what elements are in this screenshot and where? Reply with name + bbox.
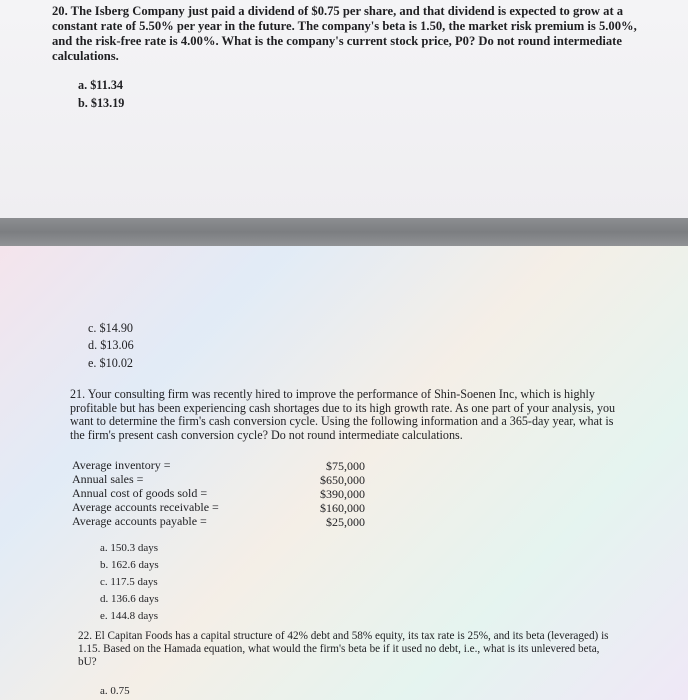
q20-option-e: e. $10.02 (88, 356, 134, 370)
data-label-cogs: Annual cost of goods sold = (72, 486, 208, 500)
question-21-text: 21. Your consulting firm was recently hired to improve the performance of Shin-Soenen Inc, which is highly profitable but has been experiencing cash shortages due to its high growth rate. As one part of your analysis, you want to determine the firm's cash conversion cycle. Using the following information and a 365-day year, what is the firm's present cash conversion cycle? Do not round intermediate calculations. (70, 387, 616, 442)
q21-option-c: c. 117.5 days (100, 576, 158, 588)
q21-option-a: a. 150.3 days (100, 542, 159, 554)
q20-option-b: b. $13.19 (78, 96, 125, 110)
data-value-sales: $650,000 (320, 473, 365, 487)
q21-option-b: b. 162.6 days (100, 559, 159, 571)
q20-option-a: a. $11.34 (78, 78, 124, 92)
data-label-inventory: Average inventory = (72, 458, 171, 472)
q21-option-e: e. 144.8 days (100, 610, 159, 622)
data-label-sales: Annual sales = (72, 472, 144, 486)
data-label-payable: Average accounts payable = (72, 514, 207, 528)
q20-option-c: c. $14.90 (88, 321, 134, 335)
question-20-text: 20. The Isberg Company just paid a dividend of $0.75 per share, and that dividend is expected to grow at a constant rate of 5.50% per year in the future. The company's beta is 1.50, the market risk premium is 5.00%, and the risk-free rate is 4.00%. What is the company's current stock price, P0? Do not round intermediate calculations. (52, 4, 637, 63)
q22-option-a: a. 0.75 (100, 685, 130, 697)
page-divider (0, 218, 688, 246)
q20-option-d: d. $13.06 (88, 338, 134, 352)
data-value-inventory: $75,000 (326, 459, 365, 473)
data-value-payable: $25,000 (326, 515, 365, 529)
data-label-receivable: Average accounts receivable = (72, 500, 219, 514)
q21-option-d: d. 136.6 days (100, 593, 159, 605)
data-value-receivable: $160,000 (320, 501, 365, 515)
question-22-text: 22. El Capitan Foods has a capital structure of 42% debt and 58% equity, its tax rate is 25%, and its beta (leveraged) is 1.15. Based on the Hamada equation, what would the firm's beta be if it used no debt, i.e., what is its unlevered beta, bU? (78, 630, 609, 669)
data-value-cogs: $390,000 (320, 487, 365, 501)
